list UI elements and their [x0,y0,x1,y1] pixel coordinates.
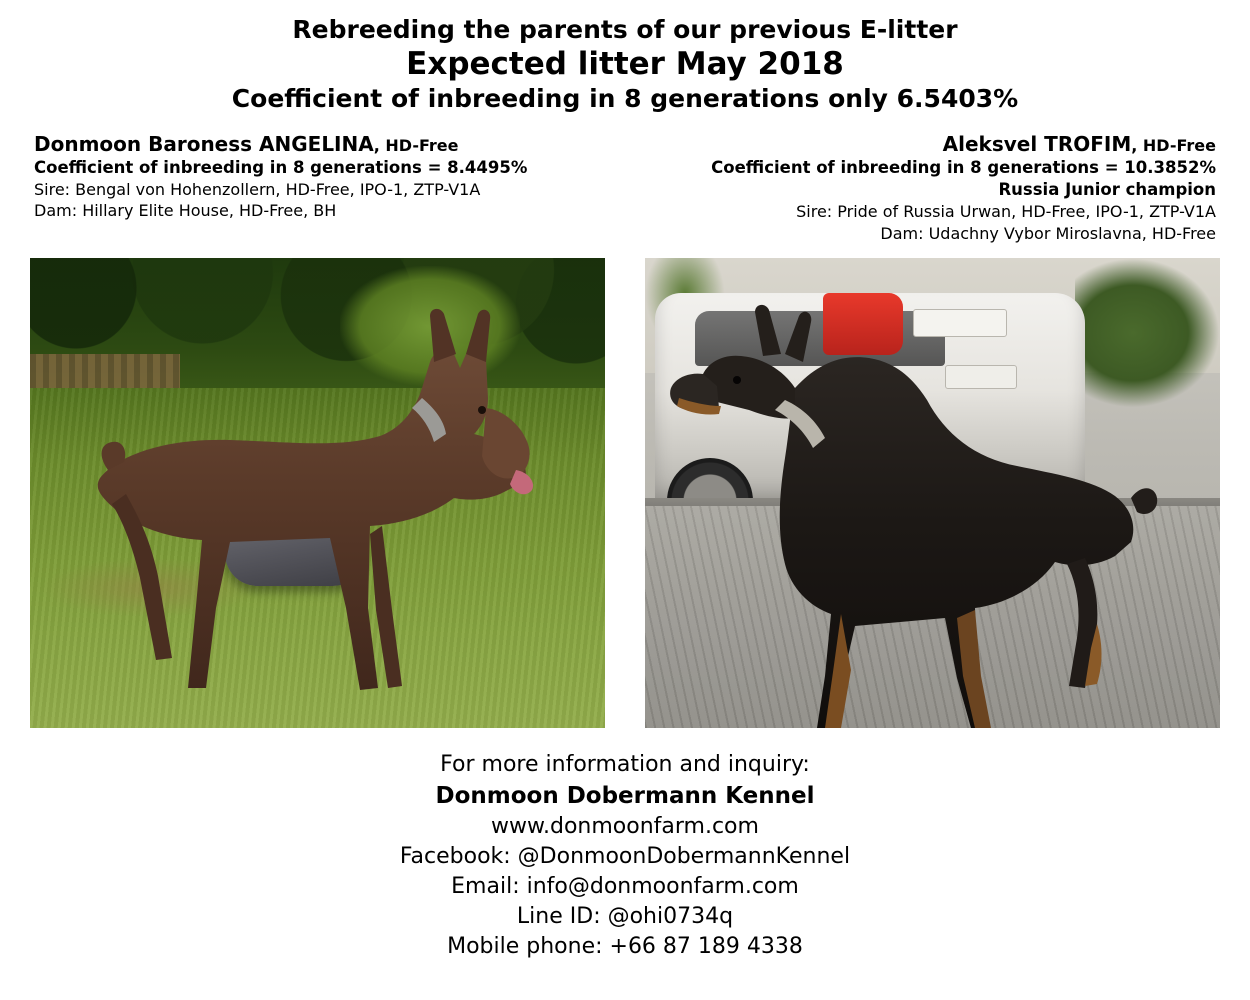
header-line-1: Rebreeding the parents of our previous E-litter [292,15,958,44]
sire-sire-line: Sire: Pride of Russia Urwan, HD-Free, IPO-1, ZTP-V1A [796,202,1216,222]
sire-info-block [656,132,1216,245]
dam-info-block [34,132,594,245]
photos-row [0,258,1250,728]
sire-name-suffix: , HD-Free [1131,135,1216,155]
page-header [0,0,1250,114]
brown-dobermann-silhouette [30,258,605,728]
dam-photo [30,258,605,728]
black-dobermann-silhouette [645,258,1220,728]
dam-name [34,132,594,157]
footer-email[interactable]: Email: info@donmoonfarm.com [451,874,799,900]
footer-line-id[interactable]: Line ID: @ohi0734q [516,904,734,930]
sire-title: Russia Junior champion [998,179,1216,199]
dam-coefficient: Coefficient of inbreeding in 8 generations = 8.4495% [34,157,528,177]
dam-name-suffix: , HD-Free [373,135,459,155]
dam-sire-line: Sire: Bengal von Hohenzollern, HD-Free, IPO-1, ZTP-V1A [34,179,481,199]
footer-facebook[interactable]: Facebook: @DonmoonDobermannKennel [399,844,851,870]
footer-website[interactable]: www.donmoonfarm.com [491,814,759,840]
sire-dam-line: Dam: Udachny Vybor Miroslavna, HD-Free [880,223,1216,243]
sire-name [656,132,1216,157]
sire-coefficient: Coefficient of inbreeding in 8 generations = 10.3852% [711,157,1216,177]
footer-contact-block [0,750,1250,962]
sire-name-text: Aleksvel TROFIM [942,131,1132,156]
dam-name-text: Donmoon Baroness ANGELINA [34,131,374,156]
header-line-2: Expected litter May 2018 [406,45,844,82]
dam-dam-line: Dam: Hillary Elite House, HD-Free, BH [34,201,337,221]
footer-kennel-name: Donmoon Dobermann Kennel [435,783,815,810]
parents-info-row [0,132,1250,245]
footer-intro: For more information and inquiry: [440,752,810,778]
footer-mobile-phone[interactable]: Mobile phone: +66 87 189 4338 [447,933,803,959]
header-line-3: Coefficient of inbreeding in 8 generations only 6.5403% [231,83,1019,113]
sire-photo [645,258,1220,728]
